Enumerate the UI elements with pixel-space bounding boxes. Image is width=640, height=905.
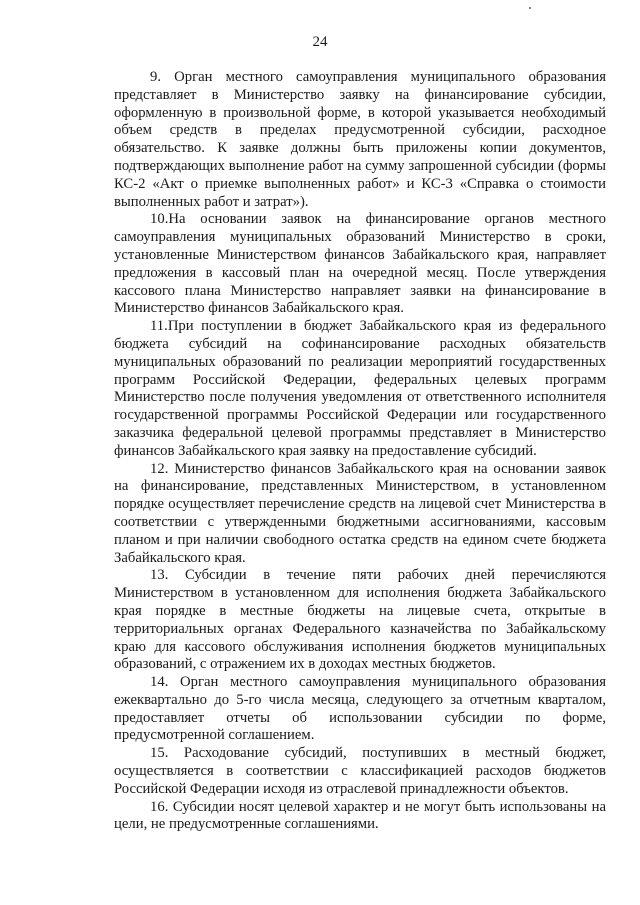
paragraph-15: 15. Расходование субсидий, поступивших в местный бюджет, осуществляется в соответствии с классификацией расходов бюджетов Российской Федерации исходя из отраслевой принадлежности объектов. [114,745,606,797]
paragraph-9: 9. Орган местного самоуправления муниципального образования представляет в Министерство заявку на финансирование субсидии, оформленную в произвольной форме, в которой указывается необходимый объем средств в пределах предусмотренной субсидии, расходное обязательство. К заявке должны быть приложены копии документов, подтверждающих выполнение работ на сумму запрошенной субсидии (формы КС-2 «Акт о приемке выполненных работ» и КС-3 «Справка о стоимости выполненных работ и затрат»). [114,69,606,210]
paragraph-12: 12. Министерство финансов Забайкальского края на основании заявок на финансирование, представленных Министерством, в установленном порядке осуществляет перечисление средств на лицевой счет Министерства в соответствии с утвержденными бюджетными ассигнованиями, кассовым планом и при наличии свободного остатка средств на едином счете бюджета Забайкальского края. [114,460,606,566]
paragraph-10: 10.На основании заявок на финансирование органов местного самоуправления муниципальных образований Министерство в сроки, установленные Министерством финансов Забайкальского края, направляет предложения в кассовый план на очередной месяц. После утверждения кассового плана Министерство направляет заявки на финансирование в Министерство финансов Забайкальского края. [114,211,606,317]
scan-speck [529,7,531,9]
page-number: 24 [312,34,328,50]
paragraph-11: 11.При поступлении в бюджет Забайкальского края из федерального бюджета субсидий на софинансирование расходных обязательств муниципальных образований по реализации мероприятий государственных программ Российской Федерации, федеральных целевых программ Министерство после получения уведомления от ответственного исполнителя государственной программы Российской Федерации или государственного заказчика федеральной целевой программы представляет в Министерство финансов Забайкальского края заявку на предоставление субсидий. [114,318,606,459]
paragraph-14: 14. Орган местного самоуправления муниципального образования ежеквартально до 5-го числа месяца, следующего за отчетным кварталом, предоставляет отчеты об использовании субсидии по форме, предусмотренной соглашением. [114,674,606,744]
paragraph-13: 13. Субсидии в течение пяти рабочих дней перечисляются Министерством в установленном для исполнения бюджета Забайкальского края порядке в местные бюджеты на лицевые счета, открытые в территориальных органах Федерального казначейства по Забайкальскому краю для кассового обслуживания исполнения бюджетов муниципальных образований, с отражением их в доходах местных бюджетов. [114,567,606,673]
paragraph-16: 16. Субсидии носят целевой характер и не могут быть использованы на цели, не предусмотренные соглашениями. [114,798,606,833]
document-body [114,69,606,834]
